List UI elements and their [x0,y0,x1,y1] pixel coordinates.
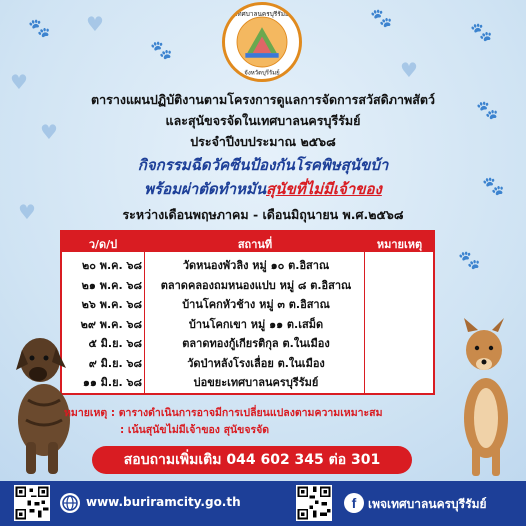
paw-print-icon: 🐾 [370,8,393,29]
activity-subtitle-prefix: พร้อมผ่าตัดทำหมัน [144,180,267,198]
title-line-2: และสุนัขจรจัดในเทศบาลนครบุรีรัมย์ [165,113,361,128]
table-row [62,276,433,296]
facebook-icon: f [344,493,364,513]
row-date: ๒๐ พ.ค. ๖๘ [81,259,142,272]
facebook-page-link[interactable]: เพจเทศบาลนครบุรีรัมย์ [368,497,487,511]
municipality-logo [222,2,302,82]
row-place: ตลาดคลองถมหนองแปบ หมู่ ๘ ต.อิสาณ [160,278,352,292]
row-date: ๕ มิ.ย. ๖๘ [88,337,142,350]
paw-print-icon: 🐾 [458,250,481,271]
activity-subtitle-highlight: สุนัขที่ไม่มีเจ้าของ [266,180,382,198]
table-header [62,232,433,252]
qr-code-facebook[interactable] [296,485,332,521]
table-row [62,295,433,315]
title-line-1: ตารางแผนปฏิบัติงานตามโครงการดูแลการจัดการสวัสดิภาพสัตว์ [90,92,436,107]
table-body [62,256,433,393]
row-date: ๒๖ พ.ค. ๖๘ [81,298,142,311]
contact-banner: สอบถามเพิ่มเติม 044 602 345 ต่อ 301 [92,446,412,474]
row-date: ๒๑ พ.ค. ๖๘ [81,278,142,292]
heart-icon: ♥ [40,120,58,144]
table-row [62,315,433,335]
header-place: สถานที่ [237,238,273,251]
logo-text-bottom: จังหวัดบุรีรัมย์ [244,69,280,77]
paw-print-icon: 🐾 [482,176,505,197]
paw-print-icon: 🐾 [476,100,499,121]
remark-line-1: หมายเหตุ : ตารางดำเนินการอาจมีการเปลี่ยนแปลงตามความเหมาะสม [64,407,383,419]
row-place: ตลาดทองกู้เกียรติกุล ต.ในเมือง [182,337,330,350]
footer-bar [0,481,526,526]
header-date: ว/ด/ป [88,238,118,251]
row-place: บ้านโคกเขา หมู่ ๑๑ ต.เสม็ด [188,317,324,331]
heart-icon: ♥ [10,70,28,94]
table-row [62,334,433,354]
table-row [62,373,433,393]
table-row [62,256,433,276]
activity-title: กิจกรรมฉีดวัคซีนป้องกันโรคพิษสุนัขบ้า [137,156,389,174]
activity-subtitle [0,177,526,201]
row-date: ๑๑ มิ.ย. ๖๘ [82,376,142,389]
row-date: ๒๙ พ.ค. ๖๘ [80,317,142,331]
website-link[interactable]: www.buriramcity.go.th [86,495,241,509]
logo-text-top: เทศบาลนครบุรีรัมย์ [235,10,289,19]
table-row [62,354,433,374]
row-place: บ้านโคกหัวช้าง หมู่ ๓ ต.อิสาณ [182,298,330,311]
row-place: วัดป่าหลังโรงเลื่อย ต.ในเมือง [187,356,325,370]
header-note: หมายเหตุ [376,238,423,251]
qr-code-website[interactable] [14,485,50,521]
row-place: บ่อขยะเทศบาลนครบุรีรัมย์ [193,376,319,389]
globe-icon [60,493,80,513]
heart-icon: ♥ [18,200,36,224]
paw-print-icon: 🐾 [150,40,173,61]
schedule-table [60,230,435,395]
paw-print-icon: 🐾 [28,18,51,39]
tan-dog-image [448,318,522,478]
remark-line-2: : เน้นสุนัขไม่มีเจ้าของ สุนัขจรจัด [120,424,270,436]
date-range: ระหว่างเดือนพฤษภาคม - เดือนมิถุนายน พ.ศ.๒๕๖๘ [122,207,404,222]
title-line-3: ประจำปีงบประมาณ ๒๕๖๘ [190,134,336,149]
row-place: วัดหนองพัวลิง หมู่ ๑๐ ต.อิสาณ [182,259,330,272]
paw-print-icon: 🐾 [470,22,493,43]
row-date: ๙ มิ.ย. ๖๘ [88,356,142,370]
heart-icon: ♥ [86,12,104,36]
heart-icon: ♥ [400,58,418,82]
